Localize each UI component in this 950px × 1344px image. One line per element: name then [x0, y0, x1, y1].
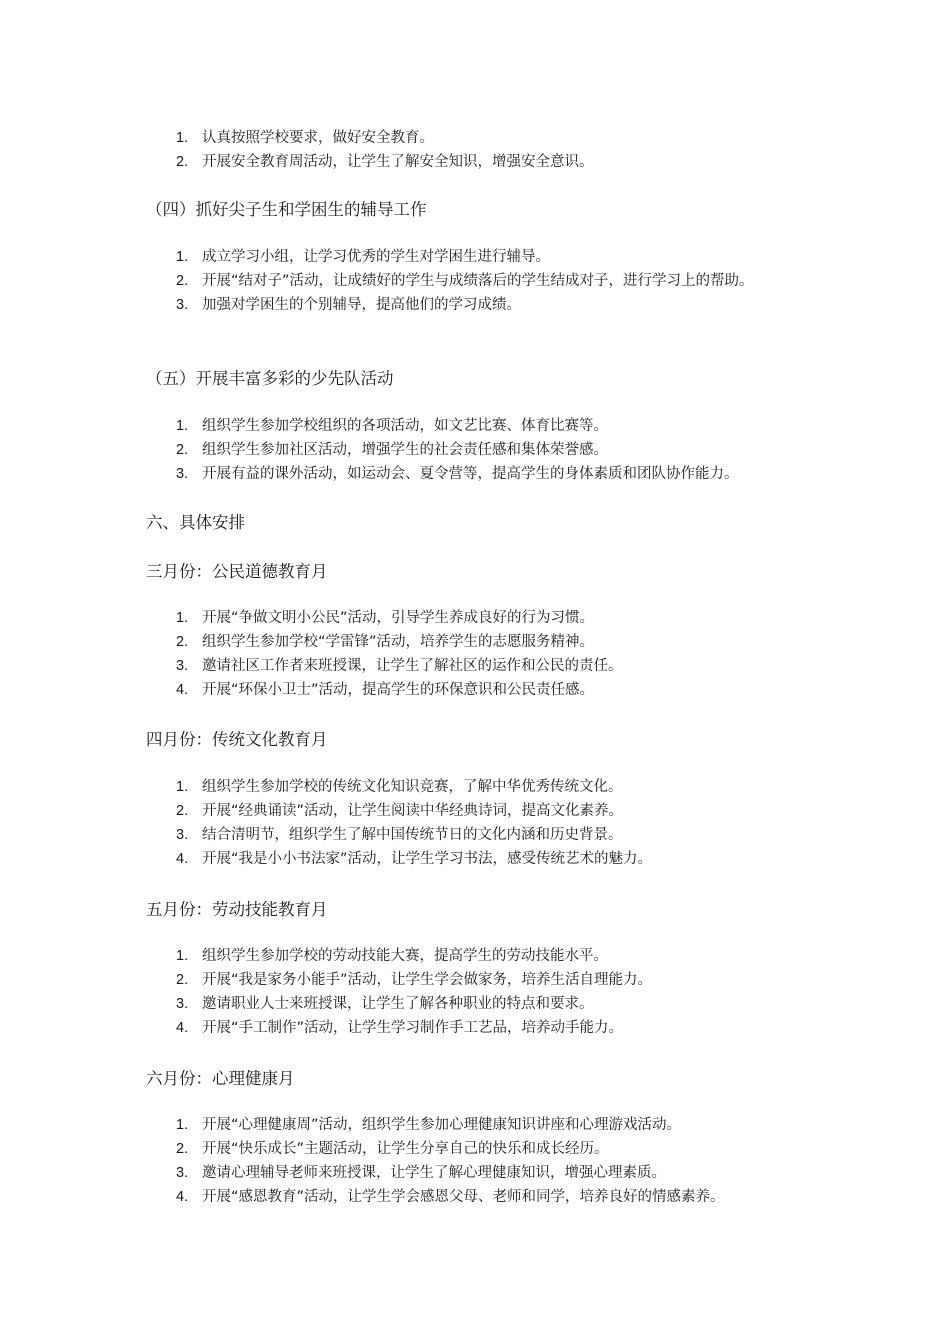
list-number: 1.	[176, 779, 189, 795]
list-text: 开展“环保小卫士”活动，提高学生的环保意识和公民责任感。	[202, 682, 595, 698]
list-text: 加强对学困生的个别辅导，提高他们的学习成绩。	[202, 297, 521, 313]
list-item	[0, 992, 822, 1016]
list-item	[0, 606, 822, 630]
april-list	[0, 775, 822, 871]
list-text: 组织学生参加学校的传统文化知识竞赛，了解中华优秀传统文化。	[202, 779, 623, 795]
list-text: 成立学习小组，让学习优秀的学生对学困生进行辅导。	[202, 249, 550, 265]
list-text: 组织学生参加学校的劳动技能大赛，提高学生的劳动技能水平。	[202, 948, 608, 964]
list-number: 2.	[176, 1141, 189, 1157]
list-number: 3.	[176, 466, 189, 482]
month-heading: 五月份：劳动技能教育月	[146, 900, 328, 919]
list-number: 2.	[176, 442, 189, 458]
list-text: 组织学生参加学校组织的各项活动，如文艺比赛、体育比赛等。	[202, 418, 608, 434]
pioneers-list	[0, 414, 822, 486]
list-item	[0, 847, 822, 871]
list-text: 开展“争做文明小公民”活动，引导学生养成良好的行为习惯。	[202, 610, 595, 626]
list-number: 3.	[176, 827, 189, 843]
safety-list	[0, 126, 822, 174]
list-text: 邀请职业人士来班授课，让学生了解各种职业的特点和要求。	[202, 996, 594, 1012]
list-text: 开展“我是家务小能手”活动，让学生学会做家务，培养生活自理能力。	[202, 972, 653, 988]
list-item	[0, 414, 822, 438]
month-heading: 三月份：公民道德教育月	[146, 562, 328, 581]
section-heading: 六、具体安排	[146, 513, 245, 532]
list-number: 4.	[176, 682, 189, 698]
list-number: 2.	[176, 972, 189, 988]
list-item	[0, 1016, 822, 1040]
list-number: 3.	[176, 996, 189, 1012]
june-list	[0, 1113, 822, 1209]
list-item	[0, 678, 822, 702]
month-heading: 四月份：传统文化教育月	[146, 730, 328, 749]
list-text: 开展“我是小小书法家”活动，让学生学习书法，感受传统艺术的魅力。	[202, 851, 653, 867]
list-item	[0, 126, 822, 150]
list-number: 4.	[176, 1020, 189, 1036]
list-text: 邀请心理辅导老师来班授课，让学生了解心理健康知识，增强心理素质。	[202, 1165, 666, 1181]
list-text: 组织学生参加社区活动，增强学生的社会责任感和集体荣誉感。	[202, 442, 608, 458]
list-item	[0, 245, 822, 269]
list-number: 1.	[176, 1117, 189, 1133]
list-item	[0, 775, 822, 799]
list-number: 1.	[176, 130, 189, 146]
list-text: 邀请社区工作者来班授课，让学生了解社区的运作和公民的责任。	[202, 658, 623, 674]
section-heading: （四）抓好尖子生和学困生的辅导工作	[146, 200, 427, 219]
list-item	[0, 269, 822, 293]
march-list	[0, 606, 822, 702]
list-number: 2.	[176, 154, 189, 170]
list-number: 4.	[176, 851, 189, 867]
section-heading: （五）开展丰富多彩的少先队活动	[146, 369, 394, 388]
list-item	[0, 823, 822, 847]
list-number: 1.	[176, 418, 189, 434]
list-item	[0, 944, 822, 968]
list-number: 2.	[176, 634, 189, 650]
list-number: 4.	[176, 1189, 189, 1205]
list-item	[0, 968, 822, 992]
list-item	[0, 1113, 822, 1137]
list-item	[0, 462, 822, 486]
list-number: 2.	[176, 273, 189, 289]
list-item	[0, 438, 822, 462]
list-text: 结合清明节，组织学生了解中国传统节日的文化内涵和历史背景。	[202, 827, 623, 843]
list-item	[0, 799, 822, 823]
tutoring-list	[0, 245, 822, 317]
list-item	[0, 150, 822, 174]
list-text: 开展“快乐成长”主题活动，让学生分享自己的快乐和成长经历。	[202, 1141, 609, 1157]
list-item	[0, 630, 822, 654]
list-number: 1.	[176, 249, 189, 265]
list-number: 3.	[176, 658, 189, 674]
list-text: 开展安全教育周活动，让学生了解安全知识，增强安全意识。	[202, 154, 594, 170]
list-text: 开展“心理健康周”活动，组织学生参加心理健康知识讲座和心理游戏活动。	[202, 1117, 682, 1133]
list-number: 3.	[176, 297, 189, 313]
list-number: 1.	[176, 610, 189, 626]
list-item	[0, 1161, 822, 1185]
list-text: 认真按照学校要求，做好安全教育。	[202, 130, 434, 146]
list-text: 开展“感恩教育”活动，让学生学会感恩父母、老师和同学，培养良好的情感素养。	[202, 1189, 725, 1205]
list-number: 3.	[176, 1165, 189, 1181]
list-item	[0, 1137, 822, 1161]
list-number: 2.	[176, 803, 189, 819]
list-text: 开展“手工制作”活动，让学生学习制作手工艺品，培养动手能力。	[202, 1020, 624, 1036]
list-item	[0, 293, 822, 317]
list-text: 开展“结对子”活动，让成绩好的学生与成绩落后的学生结成对子，进行学习上的帮助。	[202, 273, 754, 289]
list-text: 组织学生参加学校“学雷锋”活动，培养学生的志愿服务精神。	[202, 634, 595, 650]
list-item	[0, 1185, 822, 1209]
list-item	[0, 654, 822, 678]
list-text: 开展有益的课外活动，如运动会、夏令营等，提高学生的身体素质和团队协作能力。	[202, 466, 739, 482]
list-text: 开展“经典诵读”活动，让学生阅读中华经典诗词，提高文化素养。	[202, 803, 624, 819]
list-number: 1.	[176, 948, 189, 964]
month-heading: 六月份：心理健康月	[146, 1069, 295, 1088]
may-list	[0, 944, 822, 1040]
